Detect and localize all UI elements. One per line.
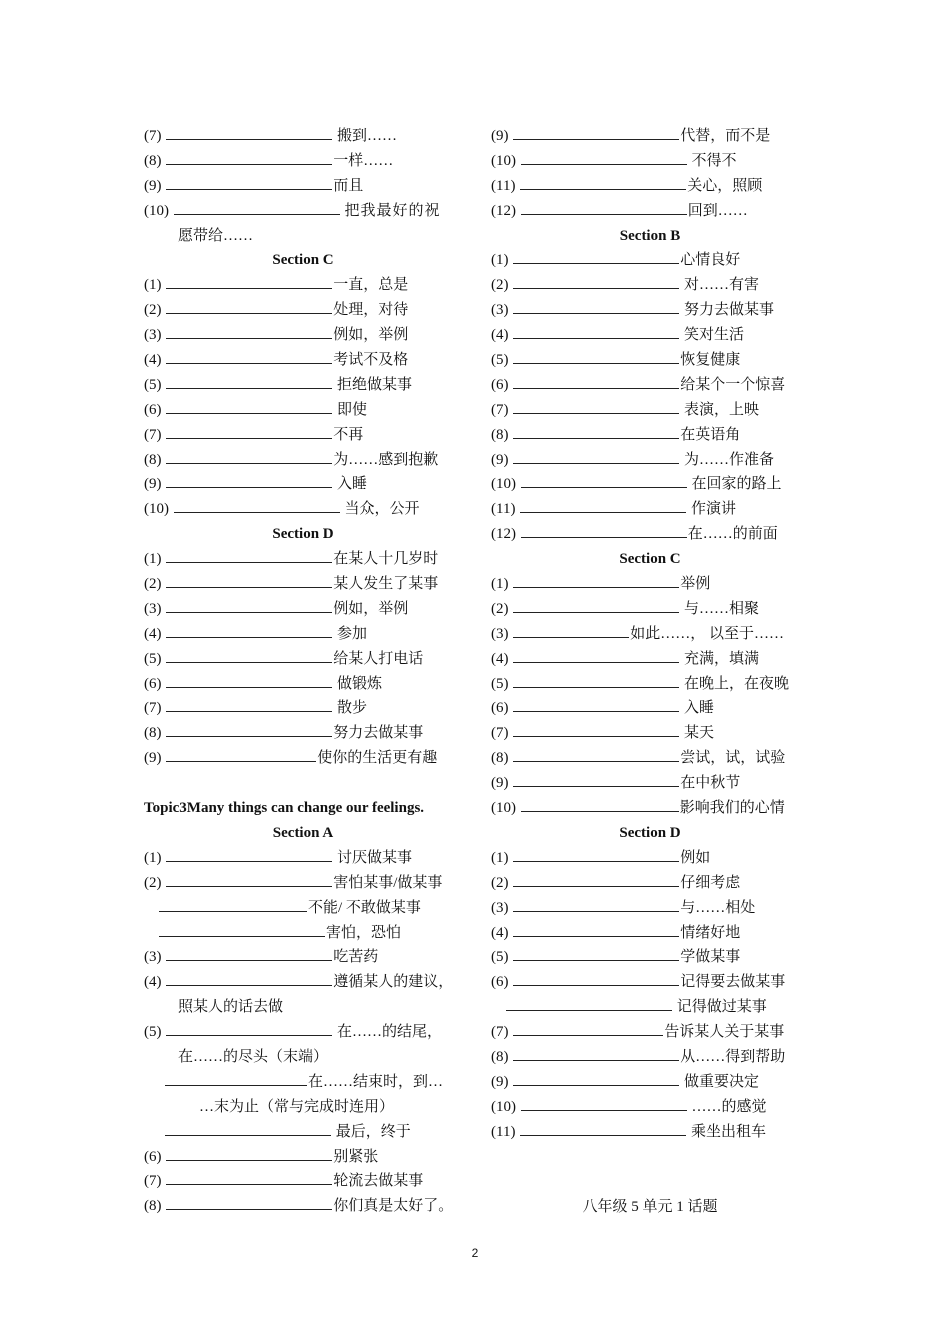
answer-blank[interactable]: [513, 672, 679, 688]
answer-blank[interactable]: [513, 398, 679, 414]
list-item: (10) 当众，公开: [144, 497, 462, 522]
answer-blank[interactable]: [166, 746, 316, 762]
list-item: (3) 努力去做某事: [491, 298, 809, 323]
list-item: (7) 告诉某人关于某事: [491, 1020, 809, 1045]
list-subitem: 记得做过某事: [491, 995, 809, 1020]
list-item: (6) 做锻炼: [144, 672, 462, 697]
answer-blank[interactable]: [166, 174, 332, 190]
answer-blank[interactable]: [165, 1120, 331, 1136]
answer-blank[interactable]: [513, 721, 679, 737]
answer-blank[interactable]: [506, 995, 672, 1011]
list-item: (10) ……的感觉: [491, 1095, 809, 1120]
list-item: (4) 笑对生活: [491, 323, 809, 348]
answer-blank[interactable]: [166, 1145, 332, 1161]
answer-blank[interactable]: [166, 1169, 332, 1185]
answer-blank[interactable]: [520, 174, 686, 190]
answer-blank[interactable]: [521, 199, 687, 215]
list-item: (12) 在……的前面: [491, 522, 809, 547]
answer-blank[interactable]: [166, 273, 332, 289]
footer-title: 八年级 5 单元 1 话题: [582, 1199, 718, 1215]
list-item: (5) 给某人打电话: [144, 647, 462, 672]
list-item: (5) 学做某事: [491, 945, 809, 970]
list-item: (7) 某天: [491, 721, 809, 746]
section-heading: Section C: [272, 252, 334, 269]
list-item: (6) 入睡: [491, 696, 809, 721]
answer-blank[interactable]: [513, 1045, 679, 1061]
list-item-continuation: 愿带给……: [178, 227, 254, 244]
list-item: (1) 举例: [491, 572, 809, 597]
list-item: (3) 例如，举例: [144, 323, 462, 348]
right-column: [491, 124, 809, 1145]
list-subitem: 在……结束时，到…: [144, 1070, 462, 1095]
list-item: (8) 努力去做某事: [144, 721, 462, 746]
list-item: (8) 为……感到抱歉: [144, 448, 462, 473]
answer-blank[interactable]: [166, 672, 332, 688]
section-heading: Section D: [272, 526, 334, 543]
answer-blank[interactable]: [513, 746, 679, 762]
answer-blank[interactable]: [521, 522, 687, 538]
answer-blank[interactable]: [166, 945, 332, 961]
answer-blank[interactable]: [174, 199, 340, 215]
answer-blank[interactable]: [513, 1020, 663, 1036]
list-item: (11) 乘坐出租车: [491, 1120, 809, 1145]
answer-blank[interactable]: [165, 1070, 307, 1086]
list-item: (7) 不再: [144, 423, 462, 448]
list-item: (2) 对……有害: [491, 273, 809, 298]
answer-blank[interactable]: [513, 124, 679, 140]
answer-blank[interactable]: [174, 497, 340, 513]
answer-blank[interactable]: [166, 970, 332, 986]
answer-blank[interactable]: [513, 1070, 679, 1086]
list-item: (9) 入睡: [144, 472, 462, 497]
list-item: (11) 关心，照顾: [491, 174, 809, 199]
answer-blank[interactable]: [513, 597, 679, 613]
answer-blank[interactable]: [166, 547, 332, 563]
answer-blank[interactable]: [166, 149, 332, 165]
answer-blank[interactable]: [166, 323, 332, 339]
section-heading: Section A: [272, 824, 334, 841]
list-item: (10) 把我最好的祝: [144, 199, 462, 224]
list-item: (7) 轮流去做某事: [144, 1169, 462, 1194]
answer-blank[interactable]: [513, 423, 679, 439]
topic-title: Topic3Many things can change our feelings.: [144, 800, 425, 817]
answer-blank[interactable]: [166, 622, 332, 638]
answer-blank[interactable]: [513, 373, 679, 389]
answer-blank[interactable]: [513, 771, 679, 787]
answer-blank[interactable]: [513, 298, 679, 314]
list-item: (5) 在……的结尾，: [144, 1020, 462, 1045]
list-item: (6) 别紧张: [144, 1145, 462, 1170]
list-item: (8) 一样……: [144, 149, 462, 174]
list-item: (3) 例如，举例: [144, 597, 462, 622]
list-item: (7) 表演，上映: [491, 398, 809, 423]
answer-blank[interactable]: [520, 497, 686, 513]
list-item: (1) 讨厌做某事: [144, 846, 462, 871]
list-item: (6) 即使: [144, 398, 462, 423]
list-item: (12) 回到……: [491, 199, 809, 224]
answer-blank[interactable]: [513, 846, 679, 862]
answer-blank[interactable]: [166, 721, 332, 737]
left-column: [144, 124, 462, 1219]
answer-blank[interactable]: [513, 945, 679, 961]
list-item: (2) 某人发生了某事: [144, 572, 462, 597]
list-item: (1) 一直，总是: [144, 273, 462, 298]
list-subitem: 最后，终于: [144, 1120, 462, 1145]
list-item: (8) 从……得到帮助: [491, 1045, 809, 1070]
list-item: (5) 在晚上，在夜晚: [491, 672, 809, 697]
answer-blank[interactable]: [513, 896, 679, 912]
list-item: (1) 心情良好: [491, 248, 809, 273]
answer-blank[interactable]: [513, 448, 679, 464]
list-item: (1) 在某人十几岁时: [144, 547, 462, 572]
list-item: (2) 害怕某事/做某事: [144, 871, 462, 896]
section-heading: Section C: [619, 551, 681, 568]
list-item: (4) 充满，填满: [491, 647, 809, 672]
answer-blank[interactable]: [166, 871, 332, 887]
list-item: (5) 拒绝做某事: [144, 373, 462, 398]
list-item: (8) 尝试，试，试验: [491, 746, 809, 771]
list-item: (4) 遵循某人的建议，: [144, 970, 462, 995]
list-item: (4) 情绪好地: [491, 921, 809, 946]
list-item: (4) 参加: [144, 622, 462, 647]
answer-blank[interactable]: [166, 472, 332, 488]
answer-blank[interactable]: [166, 448, 332, 464]
answer-blank[interactable]: [166, 348, 332, 364]
list-item: (8) 在英语角: [491, 423, 809, 448]
list-item: (9) 做重要决定: [491, 1070, 809, 1095]
answer-blank[interactable]: [166, 1020, 332, 1036]
list-item: (8) 你们真是太好了。: [144, 1194, 462, 1219]
answer-blank[interactable]: [166, 1194, 332, 1210]
answer-blank[interactable]: [166, 696, 332, 712]
answer-blank[interactable]: [513, 622, 629, 638]
answer-blank[interactable]: [513, 696, 679, 712]
list-item: (6) 记得要去做某事: [491, 970, 809, 995]
section-heading: Section D: [619, 824, 681, 841]
list-item: (3) 与……相处: [491, 896, 809, 921]
answer-blank[interactable]: [166, 423, 332, 439]
list-item: (3) 如此……， 以至于……: [491, 622, 809, 647]
answer-blank[interactable]: [521, 1095, 687, 1111]
list-item: (9) 而且: [144, 174, 462, 199]
list-item: (11) 作演讲: [491, 497, 809, 522]
list-subitem: 不能/ 不敢做某事: [144, 896, 462, 921]
list-item: (2) 仔细考虑: [491, 871, 809, 896]
list-item: (10) 影响我们的心情: [491, 796, 809, 821]
list-item-continuation: 照某人的话去做: [178, 999, 284, 1016]
answer-blank[interactable]: [166, 398, 332, 414]
list-item: (5) 恢复健康: [491, 348, 809, 373]
answer-blank[interactable]: [513, 248, 679, 264]
list-item-continuation: 在……的尽头（末端）: [178, 1048, 329, 1065]
answer-blank[interactable]: [166, 597, 332, 613]
answer-blank[interactable]: [159, 896, 307, 912]
answer-blank[interactable]: [159, 921, 325, 937]
list-item: (9) 代替，而不是: [491, 124, 809, 149]
answer-blank[interactable]: [513, 647, 679, 663]
list-item: (9) 使你的生活更有趣: [144, 746, 462, 771]
answer-blank[interactable]: [513, 348, 679, 364]
answer-blank[interactable]: [513, 921, 679, 937]
list-item: (2) 处理，对待: [144, 298, 462, 323]
answer-blank[interactable]: [166, 846, 332, 862]
list-item: (7) 搬到……: [144, 124, 462, 149]
list-subitem: 害怕，恐怕: [144, 921, 462, 946]
answer-blank[interactable]: [166, 298, 332, 314]
answer-blank[interactable]: [513, 871, 679, 887]
answer-blank[interactable]: [166, 124, 332, 140]
answer-blank[interactable]: [166, 572, 332, 588]
list-item: (9) 在中秋节: [491, 771, 809, 796]
list-item: (2) 与……相聚: [491, 597, 809, 622]
answer-blank[interactable]: [520, 1120, 686, 1136]
list-item: (9) 为……作准备: [491, 448, 809, 473]
answer-blank[interactable]: [521, 472, 687, 488]
answer-blank[interactable]: [166, 373, 332, 389]
list-item-continuation: …末为止（常与完成时连用）: [199, 1098, 395, 1115]
list-item: (1) 例如: [491, 846, 809, 871]
list-item: (4) 考试不及格: [144, 348, 462, 373]
answer-blank[interactable]: [513, 572, 679, 588]
answer-blank[interactable]: [513, 323, 679, 339]
section-heading: Section B: [619, 227, 681, 244]
answer-blank[interactable]: [521, 149, 687, 165]
page-number: 2: [471, 1246, 479, 1260]
answer-blank[interactable]: [513, 273, 679, 289]
list-item: (3) 吃苦药: [144, 945, 462, 970]
list-item: (10) 不得不: [491, 149, 809, 174]
answer-blank[interactable]: [513, 970, 679, 986]
list-item: (10) 在回家的路上: [491, 472, 809, 497]
list-item: (7) 散步: [144, 696, 462, 721]
list-item: (6) 给某个一个惊喜: [491, 373, 809, 398]
answer-blank[interactable]: [166, 647, 332, 663]
answer-blank[interactable]: [521, 796, 679, 812]
